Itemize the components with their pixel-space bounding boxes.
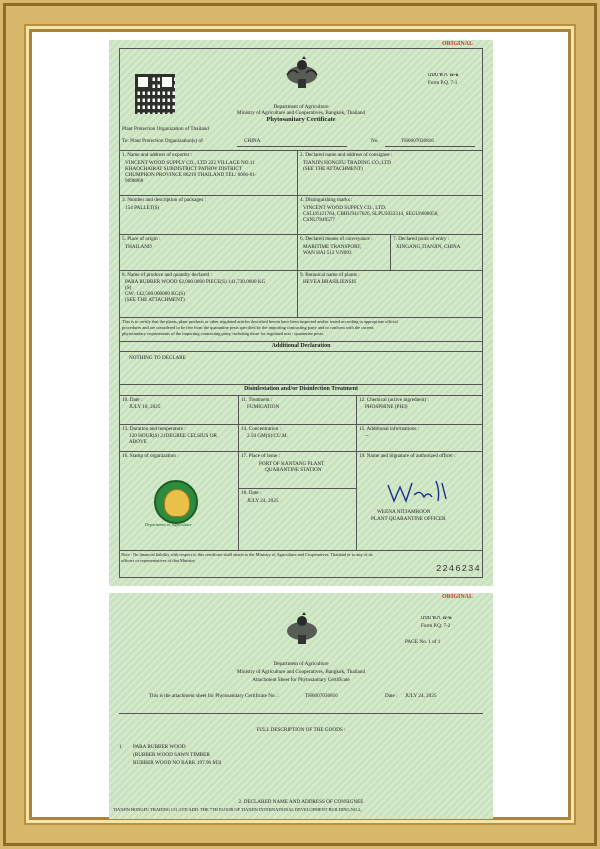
stamp-label: 16. Stamp of organization : — [122, 453, 179, 459]
conveyance-line: MARITIME TRANSPORT, — [303, 244, 362, 250]
row-line — [119, 384, 483, 385]
serial-number: 2246234 — [436, 564, 481, 574]
goods-title: FULL DESCRIPTION OF THE GOODS : — [256, 727, 346, 733]
consignee-line: TIANJIN HONGFU TRADING CO.,LTD — [303, 160, 392, 166]
additional-declaration-value: NOTHING TO DECLARE — [129, 355, 186, 361]
place-of-issue-line: PORT OF KANTANG PLANT — [259, 461, 325, 467]
seal-text: Department of Agriculture — [145, 522, 192, 527]
col-line — [297, 270, 298, 317]
row-line — [119, 351, 483, 352]
form-code-thai: แบบ พ.ก. ๗-๒ — [421, 615, 452, 621]
original-stamp: ORIGINAL — [442, 41, 474, 47]
additional-declaration-title: Additional Declaration — [271, 343, 331, 349]
goods-line: (RUBBER WOOD SAWN TIMBER — [133, 752, 210, 758]
certificate-title: Phytosanitary Certificate — [266, 116, 336, 123]
attachment-date-value: JULY 24, 2025 — [405, 693, 437, 699]
goods-number: 1 — [119, 744, 122, 750]
entry-value: XINGANG,TIANJIN, CHINA — [396, 244, 461, 250]
cert-no-value: TH6607036816 — [401, 138, 434, 144]
marks-line: CSNU7849577 — [303, 217, 335, 223]
form-code-thai: แบบ พ.ก. ๗-๑ — [428, 72, 459, 78]
produce-line: PARA RUBBER WOOD 62,080.0000 PIECE(S) 141,730.0000 KG — [125, 279, 266, 285]
produce-line: (S) — [125, 285, 132, 291]
certify-text: phytosanitary requirements of the importing contracting party, including those for regulated non - quarantine pests. — [122, 331, 324, 336]
treatment-value: FUMIGATION — [247, 404, 280, 410]
department-seal — [154, 480, 198, 524]
goods-line: PARA RUBBER WOOD — [133, 744, 186, 750]
original-stamp: ORIGINAL — [442, 594, 474, 600]
duration-line: ABOVE — [129, 439, 147, 445]
exporter-line: KHAOCHAIRAT SUBDISTRICT PATHIW DISTRICT — [125, 166, 242, 172]
form-code: Form P.Q. 7-2 — [421, 623, 451, 629]
chemical-value: PHOSPHINE (PH3) — [365, 404, 408, 410]
garuda-emblem-icon — [284, 611, 320, 647]
cert-no-label: No. — [371, 138, 379, 144]
row-line — [119, 341, 483, 342]
underline — [385, 146, 475, 147]
department-name: Department of Agriculture — [273, 661, 329, 667]
officer-title: PLANT QUARANTINE OFFICER — [371, 516, 446, 522]
row-line — [119, 713, 483, 714]
treatment-label: 11. Treatment : — [241, 397, 273, 403]
consignee-label: 2. Declared name and address of consignee : — [300, 152, 393, 158]
marks-line: CSLU6121764, CBHU9417626, SLPU5033314, SEGU6608050, — [303, 211, 439, 217]
col-line — [238, 395, 239, 550]
treatment-date-value: JULY 18, 2025 — [129, 404, 161, 410]
produce-line: GW: 142,500.000000 KG(S) — [125, 291, 186, 297]
marks-line: VINCENT WOOD SUPPLY CO., LTD. — [303, 205, 387, 211]
officer-label: 19. Name and Signature of authorized officer : — [359, 453, 456, 459]
concentration-value: 2.50 GM(S)/CU.M. — [247, 433, 288, 439]
exporter-label: 1. Name and address of exporter : — [122, 152, 193, 158]
attachment-date-label: Date : — [385, 693, 398, 699]
to-value: CHINA — [244, 138, 261, 144]
conveyance-line: WAN HAI 512 V.N093 — [303, 250, 352, 256]
officer-name: WEENA NITJAMROON — [377, 509, 431, 515]
attachment-cert-no: TH6607036816 — [305, 693, 338, 699]
produce-line: (SEE THE ATTACHMENT) — [125, 297, 185, 303]
issue-date-value: JULY 24, 2025 — [247, 498, 279, 504]
origin-value: THAILAND — [125, 244, 152, 250]
concentration-label: 14. Concentration : — [241, 426, 281, 432]
conveyance-label: 6. Declared means of conveyance : — [300, 236, 373, 242]
certify-text: This is to certify that the plants, plant products or other regulated articles described herein have been inspected and/or tested according to appropriate official — [122, 319, 398, 324]
botanical-value: HEVEA BRASILIENSIS — [303, 279, 357, 285]
note-text: officers or representatives of that Ministry — [121, 558, 196, 563]
ministry-name: Ministry of Agriculture and Cooperatives, Bangkok, Thailand — [236, 669, 366, 675]
col-line — [390, 234, 391, 270]
marks-label: 4. Distinguishing marks : — [300, 197, 353, 203]
form-code: Form P.Q. 7-1 — [428, 80, 458, 86]
note-text: Note : No financial liability with respect to this certificate shall attach to the Ministry of Agriculture and Cooperatives, Thailand or to any of its — [121, 552, 373, 557]
duration-line: 120 HOUR(S) 21DEGREE CELSIUS OR — [129, 433, 217, 439]
produce-label: 8. Name of produce and quantity declared : — [122, 272, 212, 278]
row-line — [119, 234, 483, 235]
underline — [237, 146, 347, 147]
phytosanitary-certificate-page — [109, 40, 493, 586]
issue-date-label: 18. Date : — [241, 490, 262, 496]
treatment-date-label: 10. Date : — [122, 397, 143, 403]
officer-signature — [384, 477, 454, 505]
row-line — [119, 550, 483, 551]
attachment-label: This is the attachment sheet for Phytosanitary Certificate No. : — [149, 693, 279, 699]
packages-value: 154 PALLET(S) — [125, 205, 160, 211]
origin-label: 5. Place of origin : — [122, 236, 161, 242]
to-label: To: Plant Protection Organization(s) of — [122, 138, 203, 144]
department-name: Department of Agriculture — [273, 104, 329, 110]
botanical-label: 9. Botanical name of plants : — [300, 272, 360, 278]
seal-emblem — [164, 489, 190, 517]
col-line — [356, 395, 357, 550]
goods-line: RUBBER WOOD NO BARK 197.96 M3) — [133, 760, 222, 766]
garuda-emblem-icon — [284, 55, 320, 91]
additional-info-label: 15. Additional informations : — [359, 426, 420, 432]
row-line — [119, 150, 483, 151]
page-number: PAGE No. 1 of 1 — [405, 639, 441, 645]
exporter-line: 9696868 — [125, 178, 144, 184]
place-of-issue-line: QUARANTINE STATION — [265, 467, 322, 473]
consignee-line: (SEE THE ATTACHMENT) — [303, 166, 363, 172]
place-of-issue-label: 17. Place of issue : — [241, 453, 281, 459]
exporter-line: VINCENT WOOD SUPPLY CO., LTD 222 VILLAGE NO.11 — [125, 160, 255, 166]
row-line — [119, 317, 483, 318]
certify-text: procedures and are considered to be free from the quarantine pests specified by the importing contracting party and to conform with the current — [122, 325, 374, 330]
packages-label: 3. Number and description of packages : — [122, 197, 206, 203]
row-line — [119, 195, 483, 196]
duration-label: 13. Duration and temperature : — [122, 426, 186, 432]
consignee-title: 2. DECLARED NAME AND ADDRESS OF CONSIGNEE — [238, 799, 364, 805]
entry-label: 7. Declared point of entry : — [393, 236, 450, 242]
row-line — [119, 395, 483, 396]
disinfestation-title: Disinfestation and/or Disinfection Treatment — [243, 386, 359, 392]
row-line — [119, 424, 483, 425]
ministry-name: Ministry of Agriculture and Cooperatives, Bangkok, Thailand — [236, 110, 366, 116]
chemical-label: 12. Chemical (active ingredient) : — [359, 397, 429, 403]
consignee-line: TIANJIN HONGFU TRADING CO.,LTD ADD: THE 7TH FLOOR OF TIANJIN INTERNATIONAL DEVELOPMENT BUILDING,NO.2, — [113, 807, 362, 812]
attachment-title: Attachment Sheet for Phytosanitary Certificate — [252, 677, 350, 683]
row-line — [119, 270, 483, 271]
ppo-name: Plant Protection Organization of Thailand — [122, 126, 209, 132]
additional-info-value: -- — [365, 433, 369, 439]
exporter-line: CHUMPHON PROVINCE 86210 THAILAND TEL: 0066-61- — [125, 172, 257, 178]
attachment-sheet-page — [109, 593, 493, 819]
row-line — [119, 451, 483, 452]
row-line — [238, 488, 356, 489]
